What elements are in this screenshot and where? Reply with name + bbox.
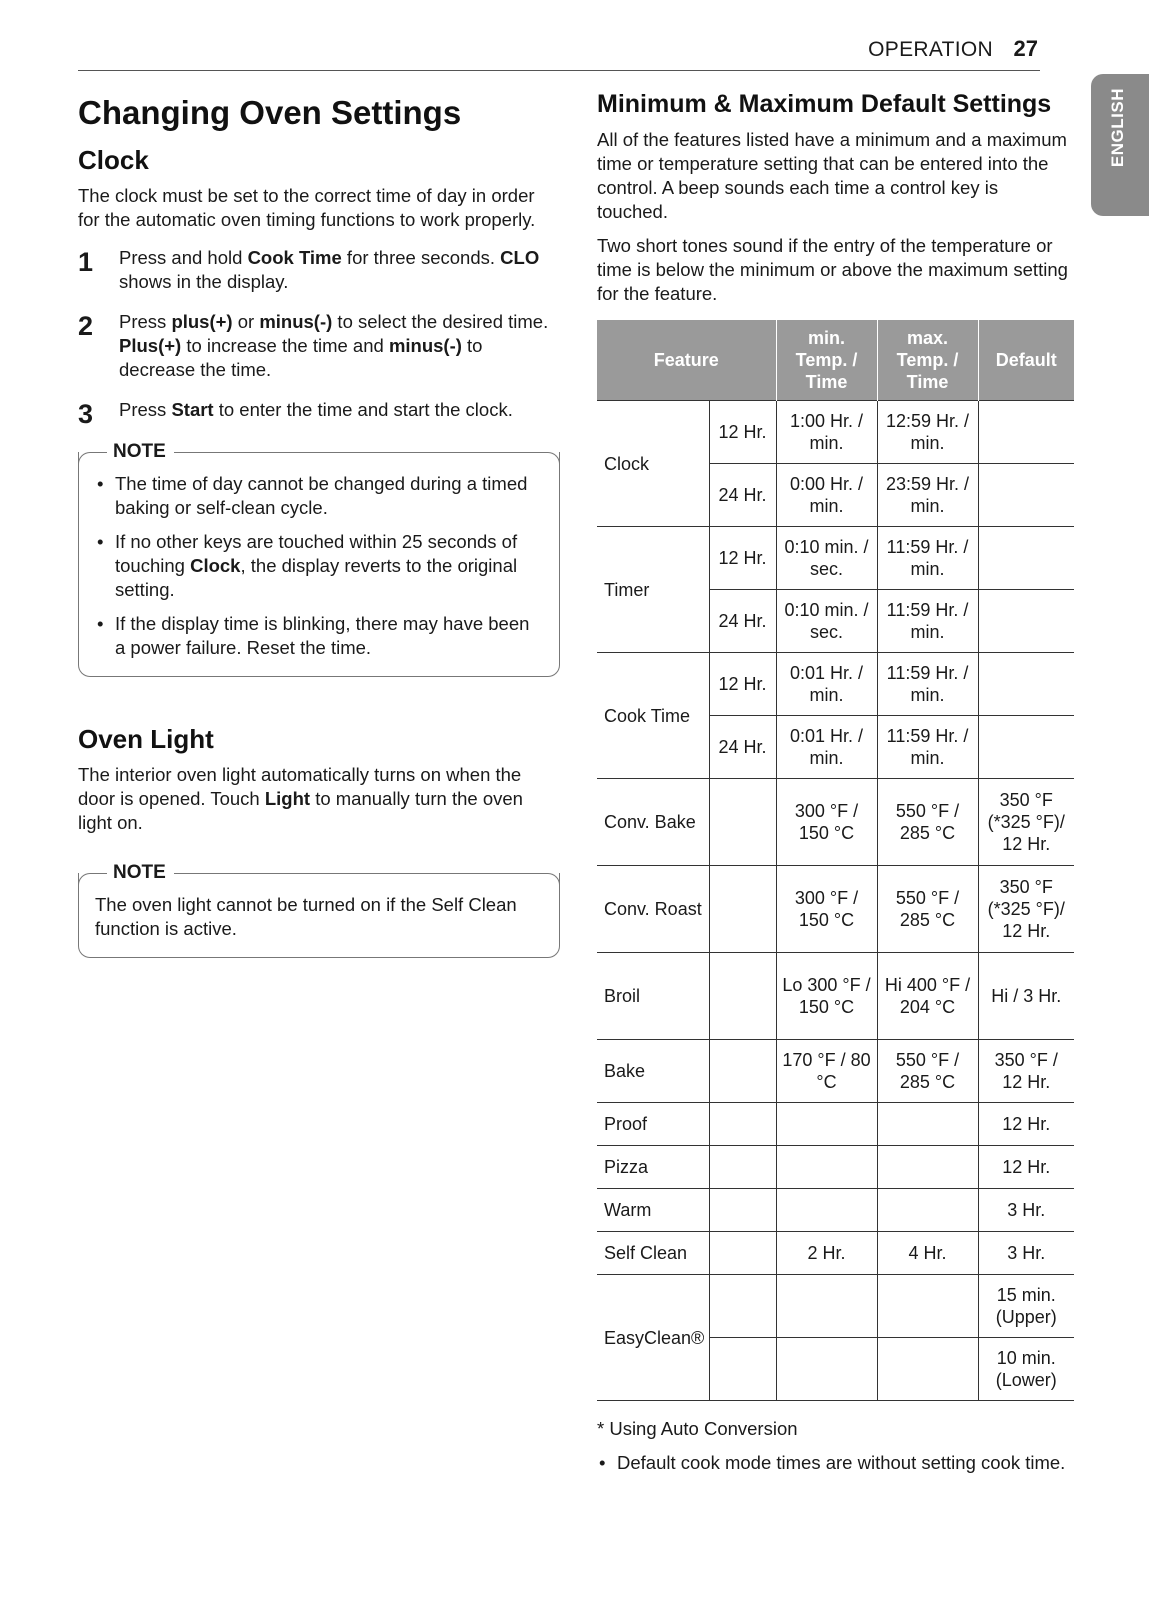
min-cell: 2 Hr. — [776, 1232, 877, 1275]
min-cell: 0:10 min. / sec. — [776, 590, 877, 653]
max-cell — [877, 1103, 978, 1146]
max-cell: 11:59 Hr. / min. — [877, 527, 978, 590]
max-cell: 11:59 Hr. / min. — [877, 653, 978, 716]
oven-light-note — [78, 862, 560, 958]
clock-note — [78, 441, 560, 677]
right-column — [597, 86, 1073, 1475]
min-cell — [776, 1146, 877, 1189]
max-cell — [877, 1146, 978, 1189]
step-number: 1 — [78, 247, 94, 277]
bold-term: Start — [171, 399, 214, 420]
default-cell — [978, 464, 1074, 527]
sub-cell — [709, 1146, 776, 1189]
max-cell — [877, 1275, 978, 1338]
min-cell: 0:01 Hr. / min. — [776, 716, 877, 779]
text-run: for three seconds. — [341, 247, 501, 268]
sub-cell — [709, 1040, 776, 1103]
text-run: Press — [119, 311, 172, 332]
sub-cell: 12 Hr. — [709, 527, 776, 590]
table-row — [597, 953, 1074, 1040]
text-run: Press — [119, 399, 172, 420]
min-cell — [776, 1338, 877, 1401]
header-default: Default — [978, 320, 1074, 401]
default-cell: 15 min. (Upper) — [978, 1275, 1074, 1338]
min-max-para-1: All of the features listed have a minimum and a maximum time or temperature setting that can be entered into the control. A beep sounds each time a control key is touched. — [597, 129, 1067, 222]
table-row — [597, 1275, 1074, 1338]
clock-intro: The clock must be set to the correct time of day in order for the automatic oven timing functions to work properly. — [78, 185, 536, 230]
clock-steps — [78, 246, 560, 429]
table-row — [597, 866, 1074, 953]
default-cell — [978, 527, 1074, 590]
sub-cell — [709, 953, 776, 1040]
feature-cell: Broil — [597, 953, 709, 1040]
max-cell: 11:59 Hr. / min. — [877, 716, 978, 779]
clock-step — [78, 246, 560, 294]
default-cell — [978, 590, 1074, 653]
text-run: to manually turn the oven light on. — [78, 788, 523, 833]
max-cell: 550 °F / 285 °C — [877, 779, 978, 866]
bold-term: minus(-) — [388, 335, 462, 356]
bold-term: plus(+) — [171, 311, 233, 332]
feature-cell: Warm — [597, 1189, 709, 1232]
sub-cell — [709, 1189, 776, 1232]
note-list — [95, 472, 541, 660]
min-cell: 0:10 min. / sec. — [776, 527, 877, 590]
table-row — [597, 779, 1074, 866]
table-row — [597, 1040, 1074, 1103]
table-row — [597, 1103, 1074, 1146]
sub-cell: 24 Hr. — [709, 464, 776, 527]
table-row — [597, 1146, 1074, 1189]
step-number: 2 — [78, 311, 94, 341]
bold-term: Clock — [190, 555, 241, 576]
default-cell — [978, 716, 1074, 779]
max-cell: 550 °F / 285 °C — [877, 866, 978, 953]
default-cell: 3 Hr. — [978, 1189, 1074, 1232]
text-run: The interior oven light automatically turns on when the door is opened. Touch — [78, 764, 522, 809]
default-cell: 3 Hr. — [978, 1232, 1074, 1275]
feature-cell: Conv. Roast — [597, 866, 709, 953]
bold-term: Cook Time — [247, 247, 342, 268]
min-cell: 300 °F / 150 °C — [776, 779, 877, 866]
text-run: to select the desired time. — [332, 311, 549, 332]
header-feature: Feature — [597, 320, 776, 401]
oven-light-note-text: The oven light cannot be turned on if the Self Clean function is active. — [95, 894, 517, 939]
default-cell: 12 Hr. — [978, 1103, 1074, 1146]
feature-cell: Pizza — [597, 1146, 709, 1189]
min-max-para-2: Two short tones sound if the entry of the temperature or time is below the minimum or above the maximum setting for the feature. — [597, 235, 1068, 304]
table-row — [597, 653, 1074, 716]
text-run: to decrease the time. — [119, 335, 483, 380]
left-column — [78, 86, 560, 958]
max-cell: 550 °F / 285 °C — [877, 1040, 978, 1103]
sub-cell: 24 Hr. — [709, 590, 776, 653]
oven-light-text — [78, 763, 560, 835]
header-min: min. Temp. / Time — [776, 320, 877, 401]
section-title: OPERATION — [868, 38, 993, 61]
text-run: shows in the display. — [119, 271, 289, 292]
text-run: The time of day cannot be changed during a timed baking or self-clean cycle. — [115, 473, 528, 518]
sub-cell: 12 Hr. — [709, 401, 776, 464]
oven-light-heading: Oven Light — [78, 724, 214, 754]
text-run: or — [232, 311, 260, 332]
page-number: 27 — [1013, 36, 1038, 61]
max-cell — [877, 1189, 978, 1232]
max-cell: 4 Hr. — [877, 1232, 978, 1275]
default-cell: 350 °F (*325 °F)/ 12 Hr. — [978, 779, 1074, 866]
text-run: Press and hold — [119, 247, 248, 268]
text-run: to increase the time and — [181, 335, 389, 356]
min-cell: 0:01 Hr. / min. — [776, 653, 877, 716]
clock-step — [78, 398, 560, 429]
note-item — [95, 530, 541, 602]
page-header — [78, 36, 1040, 71]
max-cell: 11:59 Hr. / min. — [877, 590, 978, 653]
text-run: , the display reverts to the original setting. — [115, 555, 518, 600]
min-cell: 170 °F / 80 °C — [776, 1040, 877, 1103]
sub-cell — [709, 1103, 776, 1146]
note-label: NOTE — [107, 861, 174, 885]
sub-cell — [709, 1338, 776, 1401]
table-row — [597, 401, 1074, 464]
table-header-row — [597, 320, 1074, 401]
note-label: NOTE — [107, 440, 174, 464]
default-cell — [978, 401, 1074, 464]
feature-cell: Bake — [597, 1040, 709, 1103]
feature-cell: Conv. Bake — [597, 779, 709, 866]
max-cell: 12:59 Hr. / min. — [877, 401, 978, 464]
default-cell — [978, 653, 1074, 716]
bold-term: Light — [264, 788, 311, 809]
bold-term: Plus(+) — [119, 335, 182, 356]
feature-cell: Self Clean — [597, 1232, 709, 1275]
bold-term: CLO — [500, 247, 540, 268]
language-tab-label: ENGLISH — [1108, 88, 1127, 168]
min-cell — [776, 1189, 877, 1232]
sub-cell — [709, 779, 776, 866]
min-cell: 1:00 Hr. / min. — [776, 401, 877, 464]
default-cell: Hi / 3 Hr. — [978, 953, 1074, 1040]
default-cell: 10 min. (Lower) — [978, 1338, 1074, 1401]
text-run: If no other keys are touched within 25 seconds of touching — [115, 531, 518, 576]
min-cell — [776, 1275, 877, 1338]
sub-cell: 24 Hr. — [709, 716, 776, 779]
feature-cell: Timer — [597, 527, 709, 653]
feature-cell: Cook Time — [597, 653, 709, 779]
page-title: Changing Oven Settings — [78, 94, 462, 131]
text-run: to enter the time and start the clock. — [213, 399, 513, 420]
table-row — [597, 1189, 1074, 1232]
min-max-heading: Minimum & Maximum Default Settings — [597, 90, 1052, 118]
default-cell: 350 °F / 12 Hr. — [978, 1040, 1074, 1103]
max-cell: 23:59 Hr. / min. — [877, 464, 978, 527]
settings-table — [597, 320, 1074, 1401]
feature-cell: Proof — [597, 1103, 709, 1146]
table-footnotes — [597, 1417, 1073, 1475]
default-cell: 350 °F (*325 °F)/ 12 Hr. — [978, 866, 1074, 953]
feature-cell: EasyClean® — [597, 1275, 709, 1401]
footnote-bullet: • Default cook mode times are without setting cook time. — [597, 1451, 1073, 1475]
min-cell: 0:00 Hr. / min. — [776, 464, 877, 527]
language-tab — [1091, 74, 1149, 216]
clock-heading: Clock — [78, 145, 149, 175]
table-row — [597, 527, 1074, 590]
text-run: If the display time is blinking, there may have been a power failure. Reset the time. — [115, 613, 530, 658]
header-max: max. Temp. / Time — [877, 320, 978, 401]
clock-step — [78, 310, 560, 382]
sub-cell: 12 Hr. — [709, 653, 776, 716]
max-cell — [877, 1338, 978, 1401]
sub-cell — [709, 1232, 776, 1275]
min-cell: 300 °F / 150 °C — [776, 866, 877, 953]
min-cell: Lo 300 °F / 150 °C — [776, 953, 877, 1040]
feature-cell: Clock — [597, 401, 709, 527]
bold-term: minus(-) — [259, 311, 333, 332]
note-item — [95, 612, 541, 660]
step-number: 3 — [78, 399, 94, 429]
sub-cell — [709, 1275, 776, 1338]
default-cell: 12 Hr. — [978, 1146, 1074, 1189]
min-cell — [776, 1103, 877, 1146]
table-row — [597, 1232, 1074, 1275]
sub-cell — [709, 866, 776, 953]
note-item — [95, 472, 541, 520]
footnote-auto-conversion: * Using Auto Conversion — [597, 1418, 798, 1439]
max-cell: Hi 400 °F / 204 °C — [877, 953, 978, 1040]
